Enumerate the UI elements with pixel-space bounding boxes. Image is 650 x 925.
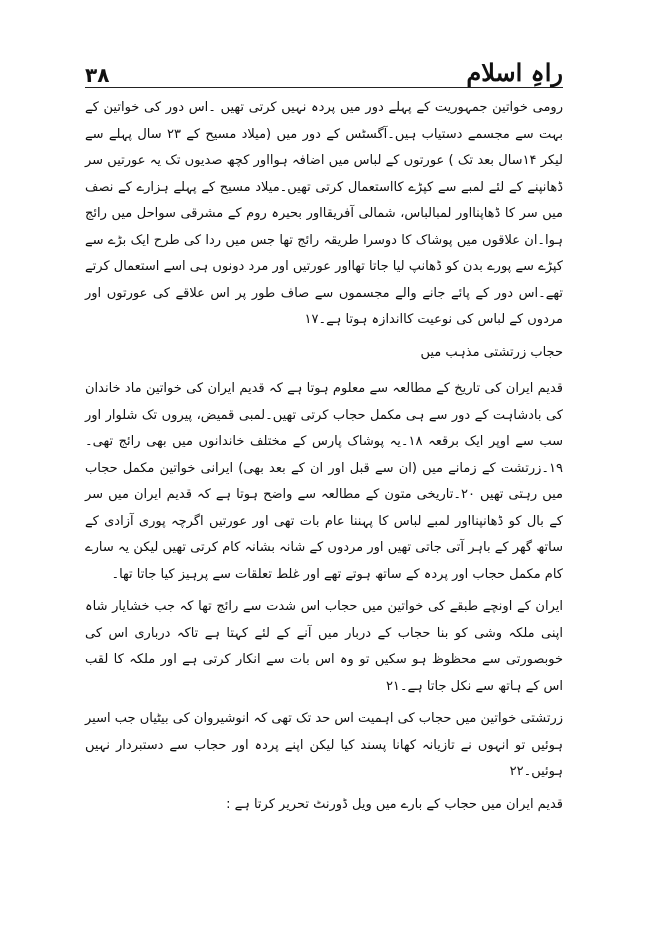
paragraph-zoroastrian-women: زرتشتی خواتین میں حجاب کی اہمیت اس حد تک تھی کہ انوشیروان کی بیٹیاں جب اسیر ہوئیں تو انہوں نے تازیانہ کھانا پسند کیا لیکن اپنے پردہ اور حجاب سے دستبردار نہیں ہوئیں۔۲۲ xyxy=(85,711,563,779)
header-rule xyxy=(85,87,563,88)
section-heading: حجاب زرتشتی مذہب میں xyxy=(420,344,563,360)
page-number: ۳۸ xyxy=(85,63,110,87)
paragraph-roman-women: رومی خواتین جمہوریت کے پہلے دور میں پردہ نہیں کرتی تھیں ۔اس دور کی خواتین کے بہت سے مجسمے دستیاب ہیں۔آگسٹس کے دور میں (میلاد مسیح کے ۲۳ سال پہلے سے لیکر ۱۴سال بعد تک ) عورتوں کے لباس میں اضافہ ہوااور کچھ صدیوں تک یہ عورتیں سر ڈھانپنے کے لئے لمبے سے کپڑے کااستعمال کرتی تھیں۔میلاد مسیح کے پہلے ہزارے کے نصف میں سر کا ڈھاپنااور لمبالباس، شمالی آفریقااور بحیرہ روم کے مشرقی سواحل میں رائج ہوا۔ان علاقوں میں پوشاک کا دوسرا طریقہ رائج تھا جس میں ردا کی طرح ایک بڑے سے کپڑے سے پورے بدن کو ڈھانپ لیا جاتا تھااور عورتیں اور مرد دونوں ہی اسے استعمال کرتے تھے۔اس دور کے پائے جانے والے مجسموں سے صاف طور پر اس علاقے کی عورتوں اور مردوں کے لباس کی نوعیت کااندازہ ہوتا ہے۔۱۷ xyxy=(85,100,563,327)
paragraph-ancient-iran: قدیم ایران کی تاریخ کے مطالعہ سے معلوم ہوتا ہے کہ قدیم ایران کی خواتین ماد خاندان کی بادشاہت کے دور سے ہی مکمل حجاب کرتی تھیں۔لمبی قمیض، پیروں تک شلوار اور سب سے اوپر ایک برقعہ ۱۸۔یہ پوشاک پارس کے مختلف خاندانوں میں بھی رائج تھی۔۱۹۔زرتشت کے زمانے میں (ان سے قبل اور ان کے بعد بھی) ایرانی خواتین مکمل حجاب میں رہتی تھیں ۲۰۔تاریخی متون کے مطالعہ سے واضح ہوتا ہے کہ قدیم ایران میں سر کے بال کو ڈھانپنااور لمبے لباس کا پہننا عام بات تھی اور عورتیں اگرچہ پوری آزادی کے ساتھ گھر کے باہر آتی جاتی تھیں اور مردوں کے شانہ بشانہ کام کرتی تھیں لیکن یہ سارے کام مکمل حجاب اور پردہ کے ساتھ ہوتے تھے اور غلط تعلقات سے پرہیز کیا جاتا تھا۔ xyxy=(85,381,563,582)
page-header xyxy=(85,55,563,85)
paragraph-will-durant: قدیم ایران میں حجاب کے بارے میں ویل ڈورنٹ تحریر کرتا ہے : xyxy=(226,796,563,812)
journal-title: راہِ اسلام xyxy=(466,58,563,87)
page-body xyxy=(85,95,563,824)
paragraph-iranian-elite: ایران کے اونچے طبقے کی خواتین میں حجاب اس شدت سے رائج تھا کہ جب خشایار شاہ اپنی ملکہ وشی کو بنا حجاب کے دربار میں آنے کے لئے کہتا ہے تاکہ درباری اس کی خوبصورتی سے محظوظ ہو سکیں تو وہ اس بات سے انکار کرتی ہے اور ملکہ کا لقب اس کے ہاتھ سے نکل جاتا ہے۔۲۱ xyxy=(85,599,563,694)
